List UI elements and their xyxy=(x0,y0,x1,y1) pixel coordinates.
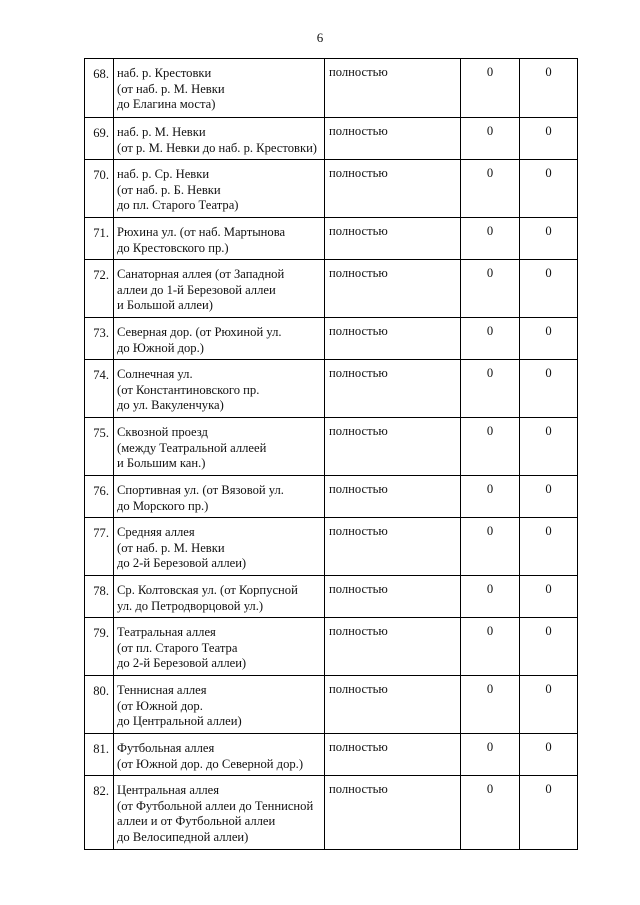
table-row xyxy=(85,118,578,160)
row-number: 76. xyxy=(85,476,114,518)
value-cell-v1: 0 xyxy=(461,476,520,518)
street-name-line: Солнечная ул. xyxy=(117,367,193,381)
value-cell-v1: 0 xyxy=(461,118,520,160)
value-cell-v2: 0 xyxy=(520,518,578,576)
row-number: 78. xyxy=(85,576,114,618)
street-name-cell xyxy=(114,576,325,618)
page-number: 6 xyxy=(316,30,324,45)
row-number: 74. xyxy=(85,360,114,418)
table-body xyxy=(85,59,578,850)
table-row xyxy=(85,734,578,776)
table-row xyxy=(85,518,578,576)
value-cell-v2: 0 xyxy=(520,618,578,676)
value-cell-v1: 0 xyxy=(461,676,520,734)
coverage-cell: полностью xyxy=(325,734,461,776)
street-name-cell xyxy=(114,218,325,260)
coverage-cell: полностью xyxy=(325,260,461,318)
table-row xyxy=(85,318,578,360)
value-cell-v2: 0 xyxy=(520,260,578,318)
row-number: 80. xyxy=(85,676,114,734)
coverage-cell: полностью xyxy=(325,360,461,418)
coverage-cell: полностью xyxy=(325,318,461,360)
table-row xyxy=(85,476,578,518)
street-name-cell xyxy=(114,260,325,318)
street-name-cell xyxy=(114,618,325,676)
street-name-line: до Южной дор.) xyxy=(117,340,204,355)
street-name-line: Северная дор. (от Рюхиной ул. xyxy=(117,325,282,339)
value-cell-v1: 0 xyxy=(461,260,520,318)
streets-table xyxy=(84,58,578,850)
value-cell-v2: 0 xyxy=(520,118,578,160)
value-cell-v2: 0 xyxy=(520,476,578,518)
row-number: 75. xyxy=(85,418,114,476)
coverage-cell: полностью xyxy=(325,676,461,734)
street-name-line: Центральная аллея xyxy=(117,783,220,797)
street-name-cell xyxy=(114,676,325,734)
street-name-line: (от Южной дор. xyxy=(117,698,203,713)
table-row xyxy=(85,776,578,850)
street-name-line: (от наб. р. М. Невки xyxy=(117,540,225,555)
coverage-cell: полностью xyxy=(325,476,461,518)
street-name-line: Спортивная ул. (от Вязовой ул. xyxy=(117,483,284,497)
value-cell-v1: 0 xyxy=(461,418,520,476)
street-name-line: Футбольная аллея xyxy=(117,741,215,755)
street-name-line: до Центральной аллеи) xyxy=(117,714,242,728)
street-name-cell xyxy=(114,476,325,518)
street-name-line: наб. р. Крестовки xyxy=(117,66,212,80)
row-number: 71. xyxy=(85,218,114,260)
street-name-cell xyxy=(114,360,325,418)
value-cell-v2: 0 xyxy=(520,418,578,476)
street-name-line: до Крестовского пр.) xyxy=(117,240,229,255)
coverage-cell: полностью xyxy=(325,618,461,676)
row-number: 77. xyxy=(85,518,114,576)
value-cell-v2: 0 xyxy=(520,360,578,418)
street-name-line: до пл. Старого Театра) xyxy=(117,198,239,212)
coverage-cell: полностью xyxy=(325,518,461,576)
street-name-line: ул. до Петродворцовой ул.) xyxy=(117,598,264,613)
street-name-line: Сквозной проезд xyxy=(117,425,208,439)
street-name-line: наб. р. Ср. Невки xyxy=(117,167,210,181)
row-number: 82. xyxy=(85,776,114,850)
street-name-line: и Большой аллеи) xyxy=(117,298,213,312)
street-name-line: Ср. Колтовская ул. (от Корпусной xyxy=(117,583,298,597)
value-cell-v2: 0 xyxy=(520,576,578,618)
street-name-line: наб. р. М. Невки xyxy=(117,125,206,139)
street-name-line: Санаторная аллея (от Западной xyxy=(117,267,285,281)
street-name-line: (от р. М. Невки до наб. р. Крестовки) xyxy=(117,140,318,155)
table-row xyxy=(85,59,578,118)
street-name-line: до Велосипедной аллеи) xyxy=(117,829,249,844)
street-name-line: Теннисная аллея xyxy=(117,683,207,697)
street-name-line: до 2-й Березовой аллеи) xyxy=(117,656,247,670)
coverage-cell: полностью xyxy=(325,118,461,160)
street-name-line: (от Константиновского пр. xyxy=(117,382,260,397)
table-row xyxy=(85,360,578,418)
value-cell-v2: 0 xyxy=(520,776,578,850)
value-cell-v2: 0 xyxy=(520,318,578,360)
table-row xyxy=(85,218,578,260)
row-number: 69. xyxy=(85,118,114,160)
row-number: 72. xyxy=(85,260,114,318)
street-name-line: (от Футбольной аллеи до Теннисной xyxy=(117,798,314,813)
street-name-cell xyxy=(114,418,325,476)
row-number: 79. xyxy=(85,618,114,676)
street-name-line: Театральная аллея xyxy=(117,625,216,639)
street-name-cell xyxy=(114,318,325,360)
value-cell-v1: 0 xyxy=(461,776,520,850)
coverage-cell: полностью xyxy=(325,576,461,618)
value-cell-v1: 0 xyxy=(461,59,520,118)
street-name-cell xyxy=(114,518,325,576)
coverage-cell: полностью xyxy=(325,418,461,476)
table-row xyxy=(85,576,578,618)
street-name-line: (от наб. р. Б. Невки xyxy=(117,182,221,197)
street-name-cell xyxy=(114,160,325,218)
table-row xyxy=(85,676,578,734)
street-name-cell xyxy=(114,776,325,850)
value-cell-v1: 0 xyxy=(461,734,520,776)
table-row xyxy=(85,260,578,318)
coverage-cell: полностью xyxy=(325,160,461,218)
street-name-line: до Елагина моста) xyxy=(117,97,216,111)
value-cell-v1: 0 xyxy=(461,318,520,360)
value-cell-v2: 0 xyxy=(520,676,578,734)
value-cell-v2: 0 xyxy=(520,160,578,218)
street-name-line: аллеи до 1-й Березовой аллеи xyxy=(117,282,276,297)
value-cell-v1: 0 xyxy=(461,576,520,618)
coverage-cell: полностью xyxy=(325,218,461,260)
value-cell-v1: 0 xyxy=(461,218,520,260)
value-cell-v2: 0 xyxy=(520,218,578,260)
street-name-line: до 2-й Березовой аллеи) xyxy=(117,556,247,570)
table-row xyxy=(85,618,578,676)
street-name-line: аллеи и от Футбольной аллеи xyxy=(117,814,276,828)
row-number: 73. xyxy=(85,318,114,360)
value-cell-v1: 0 xyxy=(461,360,520,418)
row-number: 70. xyxy=(85,160,114,218)
table-row xyxy=(85,160,578,218)
row-number: 68. xyxy=(85,59,114,118)
street-name-line: до ул. Вакуленчука) xyxy=(117,398,224,412)
coverage-cell: полностью xyxy=(325,776,461,850)
value-cell-v1: 0 xyxy=(461,618,520,676)
coverage-cell: полностью xyxy=(325,59,461,118)
value-cell-v1: 0 xyxy=(461,160,520,218)
street-name-cell xyxy=(114,734,325,776)
street-name-line: (от пл. Старого Театра xyxy=(117,640,238,655)
street-name-cell xyxy=(114,59,325,118)
street-name-line: (от Южной дор. до Северной дор.) xyxy=(117,756,304,771)
street-name-line: (от наб. р. М. Невки xyxy=(117,81,225,96)
street-name-cell xyxy=(114,118,325,160)
table-row xyxy=(85,418,578,476)
street-name-line: и Большим кан.) xyxy=(117,456,206,470)
value-cell-v2: 0 xyxy=(520,59,578,118)
value-cell-v2: 0 xyxy=(520,734,578,776)
row-number: 81. xyxy=(85,734,114,776)
value-cell-v1: 0 xyxy=(461,518,520,576)
street-name-line: Средняя аллея xyxy=(117,525,195,539)
street-name-line: до Морского пр.) xyxy=(117,498,209,513)
street-name-line: (между Театральной аллеей xyxy=(117,440,267,455)
street-name-line: Рюхина ул. (от наб. Мартынова xyxy=(117,225,286,239)
